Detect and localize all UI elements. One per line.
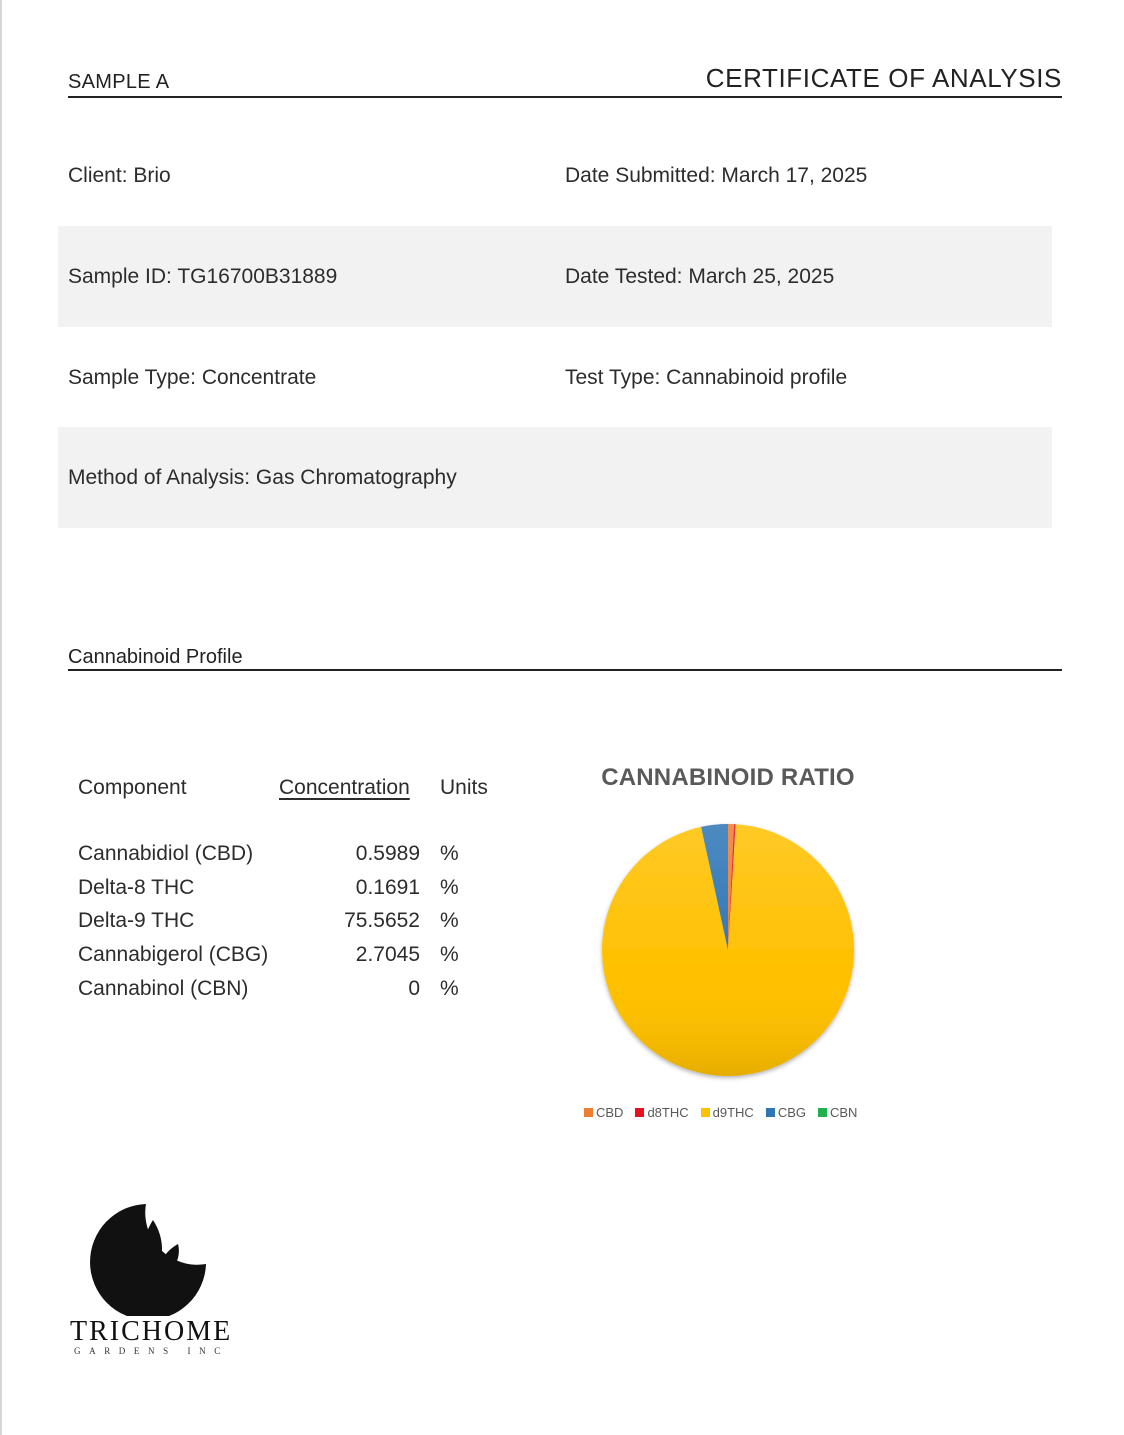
page-edge	[0, 0, 2, 1435]
legend-label: CBN	[830, 1105, 858, 1120]
concentration-value: 0.5989	[355, 842, 420, 865]
legend-item-cbg	[766, 1105, 806, 1120]
sample-id-field: Sample ID: TG16700B31889	[68, 264, 338, 288]
section-title: Cannabinoid Profile	[68, 646, 243, 668]
component-name: Delta-8 THC	[78, 876, 195, 899]
info-row-sample-type	[58, 327, 1052, 428]
logo-subtitle: GARDENS INC	[74, 1346, 229, 1356]
legend-label: CBG	[777, 1105, 806, 1120]
lotus-logo-icon	[66, 1196, 246, 1316]
date-submitted-field: Date Submitted: March 17, 2025	[565, 163, 868, 187]
unit-value: %	[440, 842, 459, 865]
header-component: Component	[78, 776, 187, 799]
info-row-client	[58, 125, 1052, 226]
client-field: Client: Brio	[68, 163, 171, 187]
legend-label: d9THC	[712, 1105, 754, 1120]
legend-swatch	[701, 1108, 710, 1117]
test-type-field: Test Type: Cannabinoid profile	[565, 365, 848, 389]
legend-swatch	[766, 1108, 775, 1117]
component-name: Cannabinol (CBN)	[78, 977, 249, 1000]
legend-swatch	[818, 1108, 827, 1117]
method-field: Method of Analysis: Gas Chromatography	[68, 465, 457, 489]
legend-item-cbn	[818, 1105, 857, 1120]
legend-item-d8thc	[635, 1105, 688, 1120]
pie-shading	[602, 824, 854, 1076]
header-concentration: Concentration	[279, 776, 410, 799]
component-name: Cannabigerol (CBG)	[78, 943, 269, 966]
unit-value: %	[440, 876, 459, 899]
legend-swatch	[635, 1108, 644, 1117]
unit-value: %	[440, 909, 459, 932]
section-heading	[68, 645, 1062, 671]
info-row-sample-id	[58, 226, 1052, 327]
sample-type-field: Sample Type: Concentrate	[68, 365, 317, 389]
pie-chart	[590, 812, 870, 1092]
concentration-value: 0	[408, 977, 420, 1000]
chart-legend	[584, 1104, 869, 1122]
unit-value: %	[440, 977, 459, 1000]
concentration-value: 75.5652	[344, 909, 420, 932]
component-name: Delta-9 THC	[78, 909, 195, 932]
date-tested-field: Date Tested: March 25, 2025	[565, 264, 835, 288]
component-name: Cannabidiol (CBD)	[78, 842, 254, 865]
document-header	[68, 62, 1062, 98]
info-row-method	[58, 427, 1052, 528]
legend-item-d9thc	[701, 1105, 754, 1120]
sample-label: SAMPLE A	[68, 71, 170, 93]
legend-label: d8THC	[647, 1105, 689, 1120]
logo-wordmark: TRICHOME	[70, 1316, 233, 1347]
table-row	[78, 909, 518, 943]
concentration-value: 0.1691	[355, 876, 420, 899]
table-row	[78, 876, 518, 910]
unit-value: %	[440, 943, 459, 966]
company-logo	[66, 1196, 246, 1366]
chart-title: CANNABINOID RATIO	[601, 764, 855, 791]
concentration-value: 2.7045	[355, 943, 420, 966]
legend-item-cbd	[584, 1105, 623, 1120]
header-units: Units	[440, 776, 488, 799]
table-row	[78, 943, 518, 977]
legend-label: CBD	[596, 1105, 624, 1120]
table-row	[78, 842, 518, 876]
table-row	[78, 977, 518, 1011]
certificate-title: CERTIFICATE OF ANALYSIS	[705, 63, 1062, 93]
legend-swatch	[584, 1108, 593, 1117]
